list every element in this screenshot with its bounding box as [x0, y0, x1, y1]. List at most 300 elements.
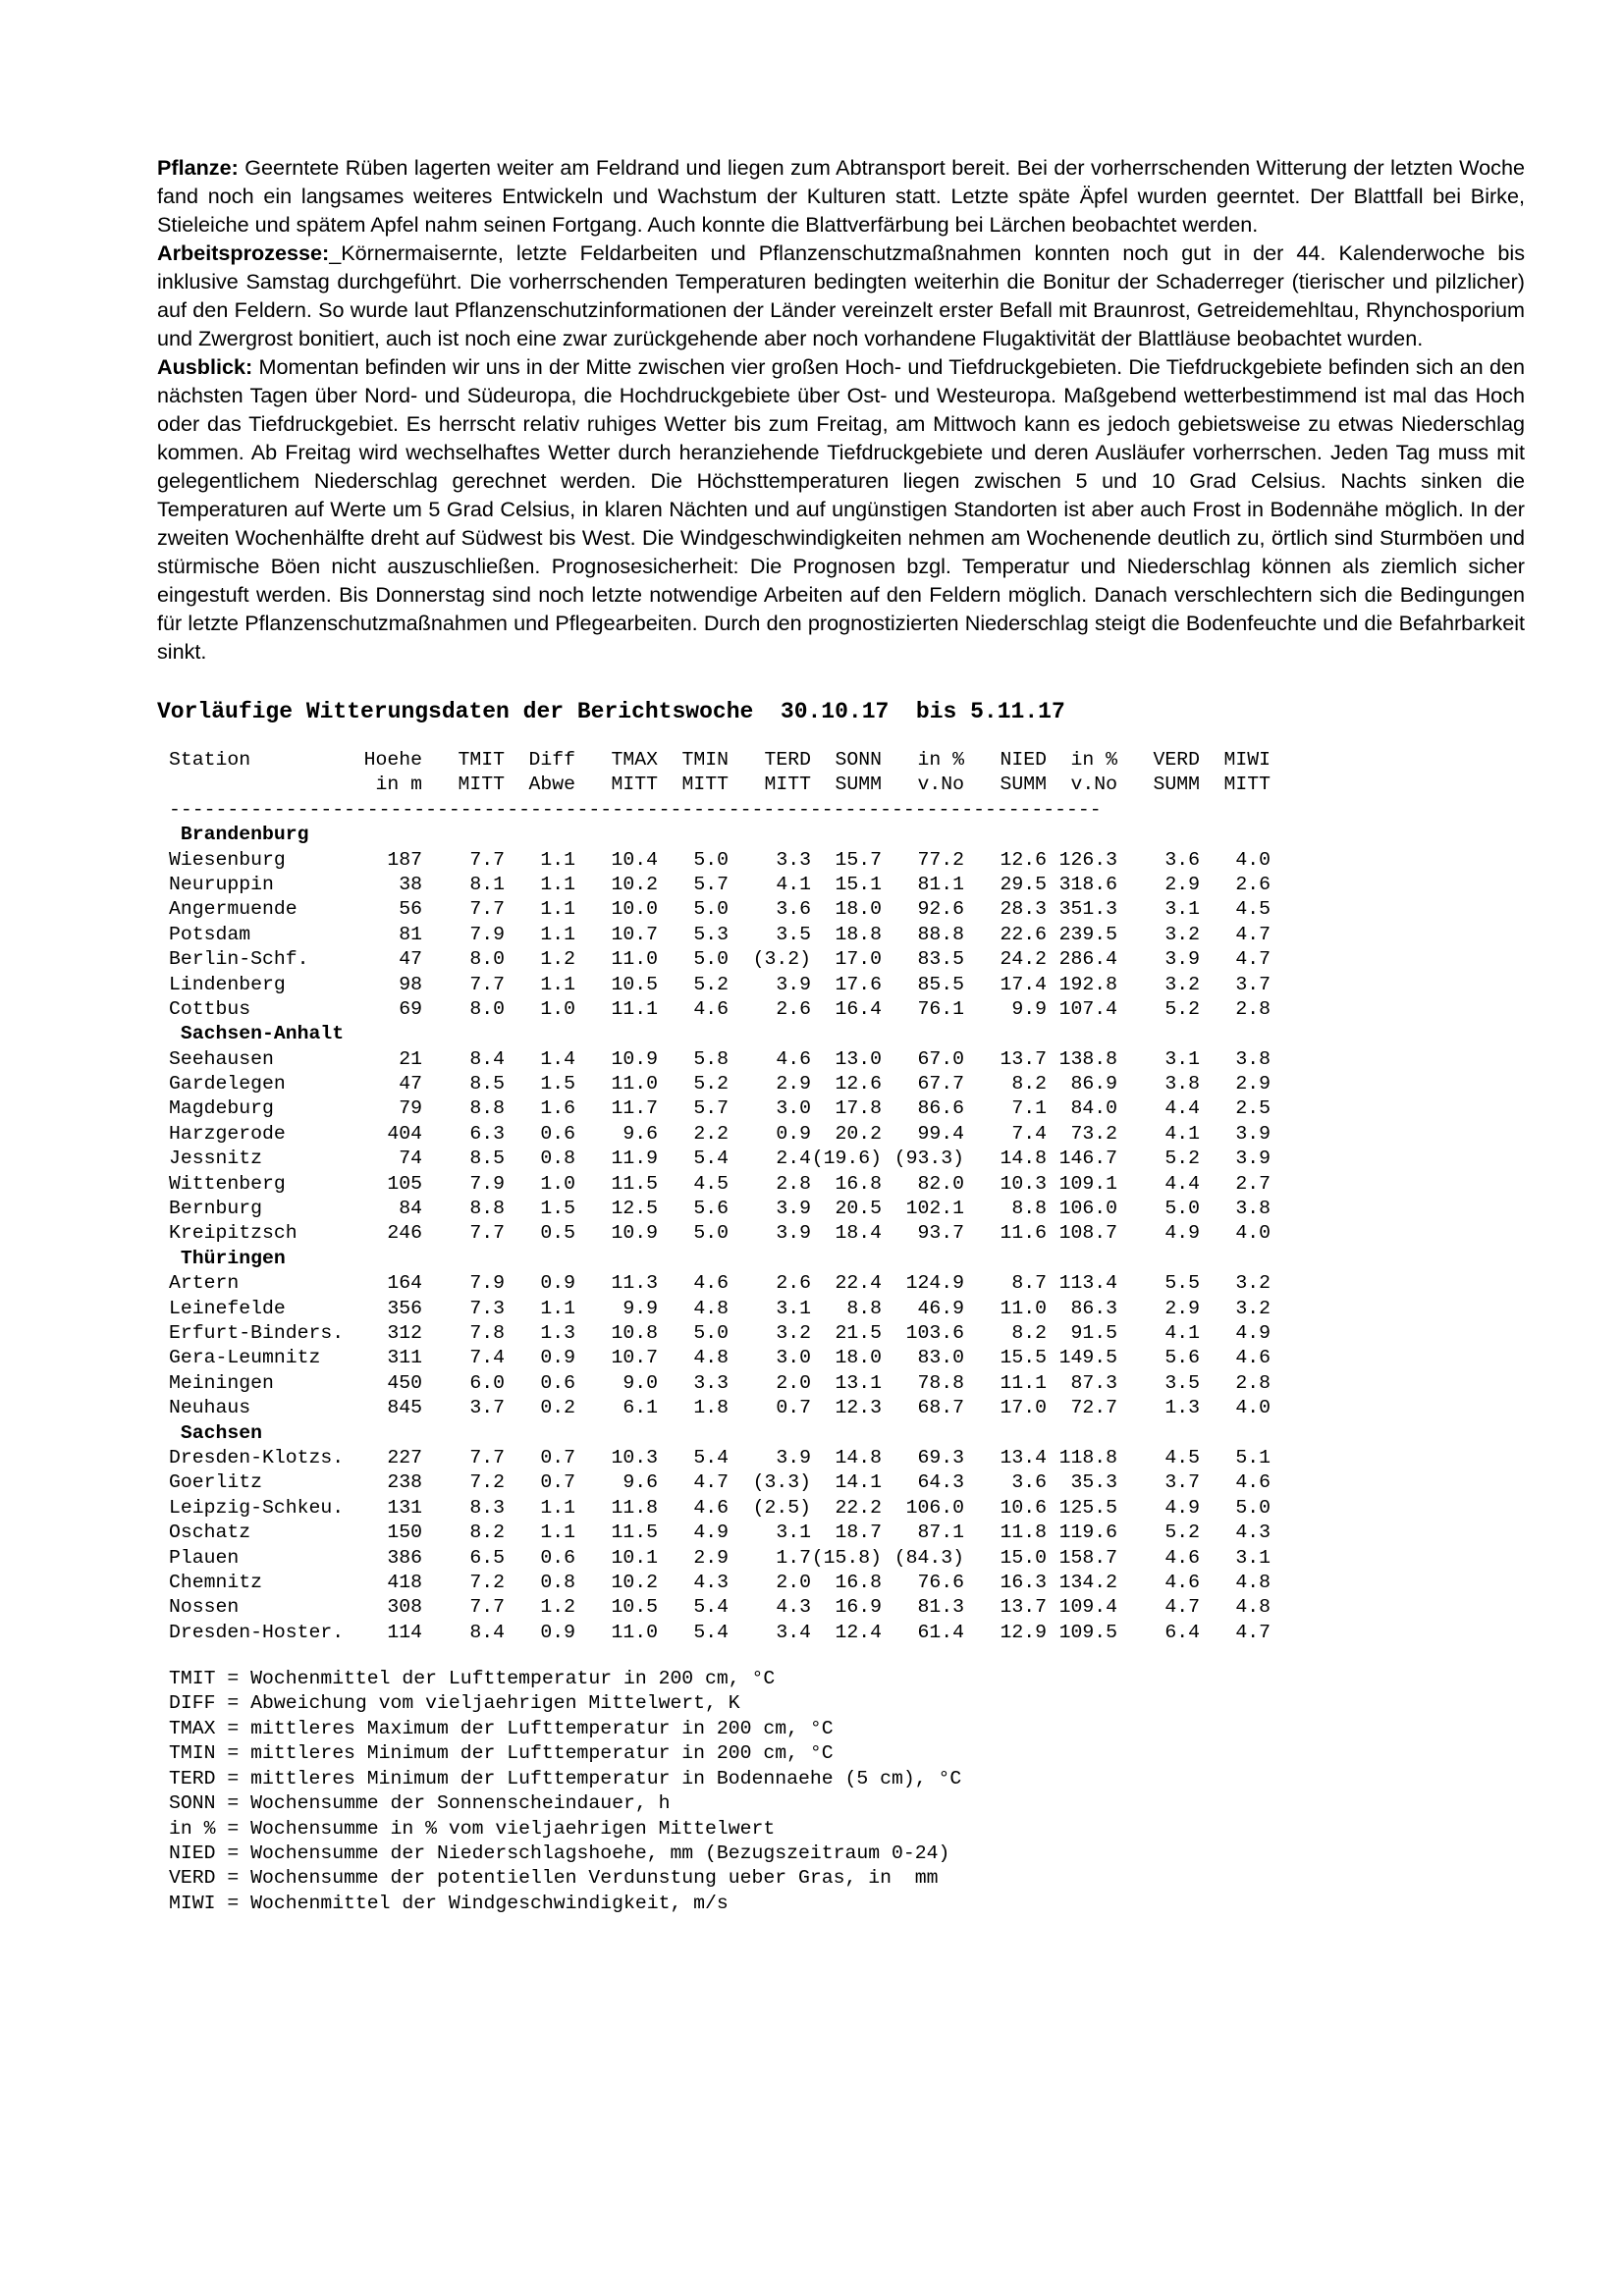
table-cell: 13.7	[1000, 1047, 1047, 1070]
table-cell: 1.0	[540, 997, 575, 1020]
table-cell: 4.6	[1235, 1471, 1271, 1494]
table-cell: (93.3)	[893, 1148, 964, 1170]
table-cell: 10.7	[611, 923, 658, 945]
table-cell: 114	[387, 1621, 422, 1643]
table-cell: 3.2	[776, 1321, 811, 1344]
table-cell: 158.7	[1058, 1546, 1117, 1569]
table-cell: 119.6	[1058, 1522, 1117, 1544]
table-cell: MITT	[1223, 774, 1271, 796]
table-cell: 86.3	[1070, 1297, 1117, 1319]
table-cell: 3.7	[1235, 973, 1271, 995]
table-cell: 3.3	[693, 1371, 729, 1394]
table-row	[169, 873, 1525, 897]
table-cell: 12.3	[835, 1397, 882, 1419]
table-cell: 0.5	[540, 1222, 575, 1245]
table-cell: 16.9	[835, 1596, 882, 1619]
table-cell: 5.4	[693, 1596, 729, 1619]
legend-item: MIWI = Wochenmittel der Windgeschwindigkeit, m/s	[169, 1892, 729, 1914]
table-cell: 5.3	[693, 923, 729, 945]
table-cell: Kreipitzsch	[169, 1222, 298, 1245]
report-page	[157, 153, 1525, 1916]
table-cell: 1.2	[540, 1596, 575, 1619]
table-cell: 3.2	[1235, 1272, 1271, 1295]
table-cell: Station	[169, 749, 251, 771]
table-cell: 18.4	[835, 1222, 882, 1245]
table-cell: 88.8	[917, 923, 964, 945]
table-cell: 4.3	[1235, 1522, 1271, 1544]
table-row	[169, 1571, 1525, 1595]
table-cell: 4.5	[693, 1172, 729, 1195]
table-cell: 7.8	[469, 1321, 505, 1344]
table-cell: 84	[399, 1198, 422, 1220]
table-header-row	[169, 773, 1525, 797]
table-cell: 15.7	[835, 848, 882, 871]
table-cell: 17.0	[835, 948, 882, 971]
table-cell: 8.2	[1011, 1073, 1047, 1095]
table-cell: Magdeburg	[169, 1097, 274, 1120]
paragraph-label: Ausblick:	[157, 354, 253, 379]
table-cell: 131	[387, 1496, 422, 1519]
table-cell: 81	[399, 923, 422, 945]
table-cell: 11.3	[611, 1272, 658, 1295]
table-cell: 4.6	[693, 1496, 729, 1519]
table-cell: 9.0	[622, 1371, 658, 1394]
table-cell: 4.8	[693, 1347, 729, 1369]
table-cell: 5.7	[693, 873, 729, 895]
table-cell: 418	[387, 1571, 422, 1593]
table-cell: 118.8	[1058, 1446, 1117, 1468]
table-cell: 0.7	[540, 1471, 575, 1494]
table-cell: TMAX	[611, 749, 658, 771]
table-cell: 246	[387, 1222, 422, 1245]
table-cell: 8.5	[469, 1073, 505, 1095]
table-cell: 5.4	[693, 1148, 729, 1170]
table-cell: 4.6	[693, 997, 729, 1020]
table-cell: 8.8	[1011, 1198, 1047, 1220]
table-cell: 4.9	[1235, 1321, 1271, 1344]
table-cell: 113.4	[1058, 1272, 1117, 1295]
table-cell: 2.8	[776, 1172, 811, 1195]
table-cell: 103.6	[905, 1321, 964, 1344]
table-cell: 13.1	[835, 1371, 882, 1394]
table-cell: 12.9	[1000, 1621, 1047, 1643]
table-cell: 6.3	[469, 1122, 505, 1145]
table-row	[169, 1271, 1525, 1296]
table-row	[169, 1346, 1525, 1370]
table-cell: 46.9	[917, 1297, 964, 1319]
table-cell: 10.5	[611, 1596, 658, 1619]
table-cell: 5.2	[1164, 1148, 1200, 1170]
table-cell: 3.6	[1164, 848, 1200, 871]
table-cell: 3.2	[1164, 923, 1200, 945]
table-row	[169, 1047, 1525, 1072]
table-header-row	[169, 748, 1525, 773]
table-cell: 5.2	[693, 1073, 729, 1095]
table-cell: 11.1	[1000, 1371, 1047, 1394]
table-cell: Plauen	[169, 1546, 240, 1569]
table-cell: 187	[387, 848, 422, 871]
table-cell: 5.4	[693, 1446, 729, 1468]
report-text	[157, 153, 1525, 666]
table-cell: 10.4	[611, 848, 658, 871]
table-cell: v.No	[917, 774, 964, 796]
table-cell: 69.3	[917, 1446, 964, 1468]
table-cell: 10.3	[1000, 1172, 1047, 1195]
table-row	[169, 947, 1525, 972]
table-cell: 164	[387, 1272, 422, 1295]
table-cell: 3.9	[1235, 1148, 1271, 1170]
table-cell: 47	[399, 1073, 422, 1095]
table-cell: 38	[399, 873, 422, 895]
table-cell: 1.3	[540, 1321, 575, 1344]
table-cell: 8.4	[469, 1621, 505, 1643]
table-cell: 3.8	[1235, 1047, 1271, 1070]
table-cell: Artern	[169, 1272, 240, 1295]
table-cell: 8.8	[469, 1198, 505, 1220]
table-cell: in %	[917, 749, 964, 771]
table-cell: Chemnitz	[169, 1571, 262, 1593]
table-cell: 404	[387, 1122, 422, 1145]
table-cell: 2.4	[776, 1148, 811, 1170]
state-group-heading: Sachsen	[169, 1421, 262, 1444]
table-cell: 20.5	[835, 1198, 882, 1220]
table-cell: Erfurt-Binders.	[169, 1321, 345, 1344]
table-cell: 11.0	[611, 1073, 658, 1095]
table-cell: 14.8	[1000, 1148, 1047, 1170]
table-row	[169, 1072, 1525, 1096]
table-cell: 2.9	[1164, 873, 1200, 895]
table-cell: 61.4	[917, 1621, 964, 1643]
table-row	[169, 1172, 1525, 1197]
table-cell: 18.0	[835, 1347, 882, 1369]
table-cell: Wiesenburg	[169, 848, 286, 871]
legend-item: VERD = Wochensumme der potentiellen Verdunstung ueber Gras, in mm	[169, 1867, 939, 1890]
table-cell: 11.0	[611, 1621, 658, 1643]
table-cell: 5.1	[1235, 1446, 1271, 1468]
table-cell: 7.9	[469, 1272, 505, 1295]
table-cell: 0.9	[776, 1122, 811, 1145]
table-cell: 2.6	[776, 997, 811, 1020]
table-cell: 1.1	[540, 848, 575, 871]
table-row	[169, 1521, 1525, 1545]
table-cell: 125.5	[1058, 1496, 1117, 1519]
table-row	[169, 1396, 1525, 1420]
table-cell: 79	[399, 1097, 422, 1120]
table-cell: 85.5	[917, 973, 964, 995]
table-cell: 0.6	[540, 1546, 575, 1569]
table-cell: 1.1	[540, 898, 575, 921]
table-cell: 0.6	[540, 1122, 575, 1145]
table-cell: 4.1	[776, 873, 811, 895]
table-cell: 109.4	[1058, 1596, 1117, 1619]
table-cell: 67.7	[917, 1073, 964, 1095]
table-cell: Hoehe	[363, 749, 422, 771]
paragraph-label: Pflanze:	[157, 155, 239, 180]
table-cell: 22.6	[1000, 923, 1047, 945]
table-cell: Diff	[528, 749, 575, 771]
table-cell: 7.3	[469, 1297, 505, 1319]
table-cell: 10.7	[611, 1347, 658, 1369]
table-cell: 5.7	[693, 1097, 729, 1120]
table-cell: 0.9	[540, 1272, 575, 1295]
table-cell: 67.0	[917, 1047, 964, 1070]
table-cell: 11.0	[1000, 1297, 1047, 1319]
table-cell: 3.8	[1164, 1073, 1200, 1095]
table-cell: Gardelegen	[169, 1073, 286, 1095]
table-cell: Leinefelde	[169, 1297, 286, 1319]
table-cell: SUMM	[835, 774, 882, 796]
table-cell: 4.3	[776, 1596, 811, 1619]
legend-item: TMAX = mittleres Maximum der Lufttemperatur in 200 cm, °C	[169, 1717, 834, 1739]
table-cell: 1.1	[540, 1522, 575, 1544]
table-cell: 105	[387, 1172, 422, 1195]
table-cell: 99.4	[917, 1122, 964, 1145]
table-cell: 5.6	[1164, 1347, 1200, 1369]
table-separator: --------------------------------------------------------------------------------	[169, 798, 1102, 821]
table-cell: 14.8	[835, 1446, 882, 1468]
legend-item: SONN = Wochensumme der Sonnenscheindauer, h	[169, 1792, 671, 1815]
table-cell: 83.5	[917, 948, 964, 971]
table-cell: 10.2	[611, 1571, 658, 1593]
legend-item: TMIN = mittleres Minimum der Lufttemperatur in 200 cm, °C	[169, 1742, 834, 1765]
table-cell: 3.9	[1235, 1122, 1271, 1145]
table-row	[169, 1321, 1525, 1346]
paragraph-arbeitsprozesse	[157, 239, 1525, 352]
table-cell: 4.9	[693, 1522, 729, 1544]
table-cell: 22.4	[835, 1272, 882, 1295]
table-cell: SUMM	[1000, 774, 1047, 796]
table-cell: 68.7	[917, 1397, 964, 1419]
table-cell: TMIT	[458, 749, 505, 771]
table-cell: 93.7	[917, 1222, 964, 1245]
table-cell: 3.1	[1235, 1546, 1271, 1569]
table-cell: 11.8	[1000, 1522, 1047, 1544]
table-cell: 10.2	[611, 873, 658, 895]
table-cell: MITT	[681, 774, 729, 796]
table-cell: 3.7	[469, 1397, 505, 1419]
table-cell: Neuhaus	[169, 1397, 251, 1419]
table-cell: 845	[387, 1397, 422, 1419]
table-cell: 4.9	[1164, 1222, 1200, 1245]
table-cell: 11.5	[611, 1172, 658, 1195]
paragraph-body: Momentan befinden wir uns in der Mitte zwischen vier großen Hoch- und Tiefdruckgebieten. Die Tiefdruckgebiete befinden sich an den nächsten Tagen über Nord- und Südeuropa, die Hochdruckgebiete über Ost- und Westeuropa. Maßgebend wetterbestimmend ist mal das Hoch oder das Tiefdruckgebiet. Es herrscht relativ ruhiges Wetter bis zum Freitag, am Mittwoch kann es jedoch gebietsweise zu etwas Niederschlag kommen. Ab Freitag wird wechselhaftes Wetter durch heranziehende Tiefdruckgebiete und deren Ausläufer vorherrschen. Jeden Tag muss mit gelegentlichem Niederschlag gerechnet werden. Die Höchsttemperaturen liegen zwischen 5 und 10 Grad Celsius. Nachts sinken die Temperaturen auf Werte um 5 Grad Celsius, in klaren Nächten und auf ungünstigen Standorten ist aber auch Frost in Bodennähe möglich. In der zweiten Wochenhälfte dreht auf Südwest bis West. Die Windgeschwindigkeiten nehmen am Wochenende deutlich zu, örtlich sind Sturmböen und stürmische Böen nicht auszuschließen. Prognosesicherheit: Die Prognosen bzgl. Temperatur und Niederschlag können als ziemlich sicher eingestuft werden. Bis Donnerstag sind noch letzte notwendige Arbeiten auf den Feldern möglich. Danach verschlechtern sich die Bedingungen für letzte Pflanzenschutzmaßnahmen und Pflegearbeiten. Durch den prognostizierten Niederschlag steigt die Bodenfeuchte und die Befahrbarkeit sinkt.	[157, 354, 1525, 664]
table-cell: 76.1	[917, 997, 964, 1020]
table-cell: 8.0	[469, 948, 505, 971]
table-cell: 3.9	[776, 1446, 811, 1468]
table-cell: 5.2	[1164, 997, 1200, 1020]
table-cell: Gera-Leumnitz	[169, 1347, 321, 1369]
table-cell: Berlin-Schf.	[169, 948, 309, 971]
table-cell: 11.7	[611, 1097, 658, 1120]
table-cell: 2.6	[776, 1272, 811, 1295]
table-cell: 6.4	[1164, 1621, 1200, 1643]
table-cell: 17.6	[835, 973, 882, 995]
table-cell: 2.8	[1235, 1371, 1271, 1394]
table-cell: Goerlitz	[169, 1471, 262, 1494]
table-cell: 7.7	[469, 973, 505, 995]
table-cell: 10.1	[611, 1546, 658, 1569]
table-cell: (15.8)	[811, 1546, 882, 1569]
table-cell: 450	[387, 1371, 422, 1394]
table-cell: 7.7	[469, 1222, 505, 1245]
table-row	[169, 1147, 1525, 1171]
table-cell: 15.5	[1000, 1347, 1047, 1369]
table-cell: 3.9	[776, 973, 811, 995]
table-cell: 9.9	[1011, 997, 1047, 1020]
table-cell: 3.9	[776, 1198, 811, 1220]
table-cell: 1.8	[693, 1397, 729, 1419]
table-cell: 1.6	[540, 1097, 575, 1120]
table-row	[169, 1122, 1525, 1147]
table-cell: 87.3	[1070, 1371, 1117, 1394]
table-cell: 35.3	[1070, 1471, 1117, 1494]
table-row	[169, 1595, 1525, 1620]
table-cell: 12.6	[835, 1073, 882, 1095]
table-cell: 134.2	[1058, 1571, 1117, 1593]
table-cell: 5.0	[693, 898, 729, 921]
table-cell: 16.8	[835, 1172, 882, 1195]
table-cell: 10.3	[611, 1446, 658, 1468]
table-cell: Seehausen	[169, 1047, 274, 1070]
table-cell: 2.9	[693, 1546, 729, 1569]
state-group-heading: Brandenburg	[169, 824, 309, 846]
table-cell: 4.1	[1164, 1122, 1200, 1145]
table-cell: 3.7	[1164, 1471, 1200, 1494]
table-cell: 308	[387, 1596, 422, 1619]
table-cell: 14.1	[835, 1471, 882, 1494]
table-cell: 1.1	[540, 1297, 575, 1319]
table-cell: 7.7	[469, 848, 505, 871]
table-cell: 2.2	[693, 1122, 729, 1145]
table-cell: 8.1	[469, 873, 505, 895]
table-cell: Lindenberg	[169, 973, 286, 995]
table-cell: 29.5	[1000, 873, 1047, 895]
table-cell: (2.5)	[752, 1496, 811, 1519]
table-cell: 20.2	[835, 1122, 882, 1145]
table-cell: 1.5	[540, 1073, 575, 1095]
table-cell: 108.7	[1058, 1222, 1117, 1245]
table-cell: 12.4	[835, 1621, 882, 1643]
table-cell: 74	[399, 1148, 422, 1170]
paragraph-label: Arbeitsprozesse:	[157, 240, 330, 265]
table-cell: 126.3	[1058, 848, 1117, 871]
table-cell: 7.2	[469, 1471, 505, 1494]
table-cell: 8.3	[469, 1496, 505, 1519]
table-cell: 22.2	[835, 1496, 882, 1519]
legend	[169, 1667, 1525, 1916]
table-cell: 1.2	[540, 948, 575, 971]
table-cell: 4.7	[1235, 923, 1271, 945]
table-cell: 4.8	[1235, 1596, 1271, 1619]
table-cell: 17.0	[1000, 1397, 1047, 1419]
table-cell: 5.2	[693, 973, 729, 995]
table-cell: 82.0	[917, 1172, 964, 1195]
table-cell: Oschatz	[169, 1522, 251, 1544]
table-cell: 11.5	[611, 1522, 658, 1544]
table-cell: 11.1	[611, 997, 658, 1020]
table-cell: in %	[1070, 749, 1117, 771]
table-cell: 10.0	[611, 898, 658, 921]
table-cell: 73.2	[1070, 1122, 1117, 1145]
table-cell: 4.7	[1235, 948, 1271, 971]
table-cell: 17.4	[1000, 973, 1047, 995]
table-cell: 15.0	[1000, 1546, 1047, 1569]
table-cell: 64.3	[917, 1471, 964, 1494]
table-cell: 2.7	[1235, 1172, 1271, 1195]
table-cell: 227	[387, 1446, 422, 1468]
state-group-heading: Sachsen-Anhalt	[169, 1023, 345, 1045]
table-cell: 0.8	[540, 1148, 575, 1170]
paragraph-body: _Körnermaisernte, letzte Feldarbeiten und Pflanzenschutzmaßnahmen konnten noch gut in der 44. Kalenderwoche bis inklusive Samstag durchgeführt. Die vorherrschenden Temperaturen bedingten weiterhin die Bonitur der Schaderreger (tierischer und pilzlicher) auf den Feldern. So wurde laut Pflanzenschutzinformationen der Länder vereinzelt erster Befall mit Braunrost, Getreidemehltau, Rhynchosporium und Zwergrost bonitiert, auch ist noch eine zwar zurückgehende aber noch vorhandene Flugaktivität der Blattläuse beobachtet wurden.	[157, 240, 1525, 350]
table-cell: 10.9	[611, 1047, 658, 1070]
table-cell: 7.9	[469, 923, 505, 945]
table-cell: 3.5	[776, 923, 811, 945]
legend-item: TERD = mittleres Minimum der Lufttemperatur in Bodennaehe (5 cm), °C	[169, 1767, 962, 1789]
table-cell: 2.0	[776, 1371, 811, 1394]
table-cell: 11.6	[1000, 1222, 1047, 1245]
table-cell: 239.5	[1058, 923, 1117, 945]
paragraph-ausblick	[157, 352, 1525, 666]
table-cell: 72.7	[1070, 1397, 1117, 1419]
table-cell: 3.1	[1164, 898, 1200, 921]
table-cell: 5.0	[693, 1222, 729, 1245]
table-cell: 0.9	[540, 1621, 575, 1643]
table-cell: 318.6	[1058, 873, 1117, 895]
table-cell: 4.5	[1235, 898, 1271, 921]
table-cell: 3.3	[776, 848, 811, 871]
table-cell: 5.5	[1164, 1272, 1200, 1295]
table-cell: 86.9	[1070, 1073, 1117, 1095]
table-cell: 4.7	[1164, 1596, 1200, 1619]
table-row	[169, 1470, 1525, 1495]
table-cell: 86.6	[917, 1097, 964, 1120]
table-cell: 10.9	[611, 1222, 658, 1245]
table-cell: 3.0	[776, 1097, 811, 1120]
table-cell: 4.9	[1164, 1496, 1200, 1519]
table-cell: 10.5	[611, 973, 658, 995]
table-cell: 8.8	[469, 1097, 505, 1120]
table-cell: 18.8	[835, 923, 882, 945]
table-cell: Wittenberg	[169, 1172, 286, 1195]
table-cell: Abwe	[528, 774, 575, 796]
table-cell: Potsdam	[169, 923, 251, 945]
table-cell: 15.1	[835, 873, 882, 895]
table-cell: 3.5	[1164, 1371, 1200, 1394]
table-row	[169, 1297, 1525, 1321]
table-cell: 0.6	[540, 1371, 575, 1394]
table-cell: SONN	[835, 749, 882, 771]
table-cell: 81.3	[917, 1596, 964, 1619]
table-cell: 4.5	[1164, 1446, 1200, 1468]
table-cell: 4.6	[1164, 1571, 1200, 1593]
table-cell: (19.6)	[811, 1148, 882, 1170]
table-cell: 5.0	[693, 848, 729, 871]
table-cell: 138.8	[1058, 1047, 1117, 1070]
table-cell: 107.4	[1058, 997, 1117, 1020]
table-cell: 8.8	[846, 1297, 882, 1319]
table-cell: 3.9	[776, 1222, 811, 1245]
table-cell: TERD	[764, 749, 811, 771]
table-cell: 1.0	[540, 1172, 575, 1195]
table-cell: 78.8	[917, 1371, 964, 1394]
table-cell: 149.5	[1058, 1347, 1117, 1369]
table-row	[169, 848, 1525, 873]
table-cell: MITT	[764, 774, 811, 796]
table-cell: 3.2	[1235, 1297, 1271, 1319]
table-cell: Neuruppin	[169, 873, 274, 895]
table-cell: 2.5	[1235, 1097, 1271, 1120]
table-cell: 7.9	[469, 1172, 505, 1195]
